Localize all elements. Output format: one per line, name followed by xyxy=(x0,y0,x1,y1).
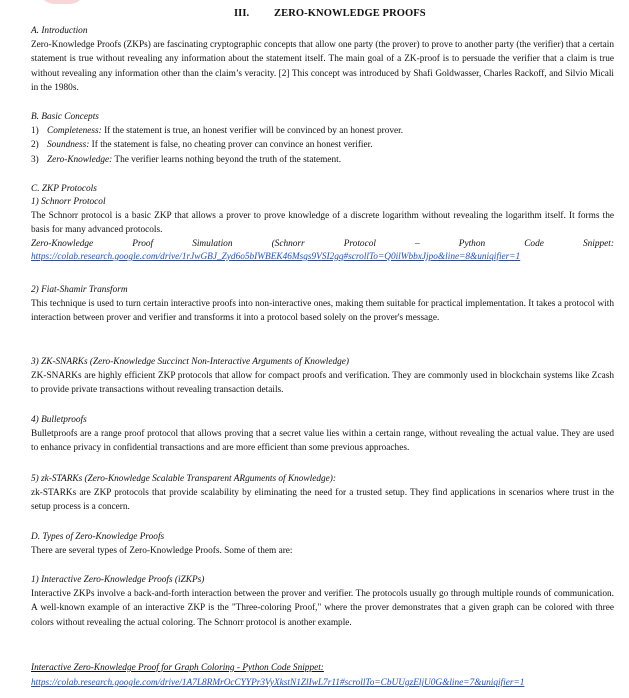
caption-word: – xyxy=(415,238,420,249)
bullet-paragraph: Bulletproofs are a range proof protocol that allows proving that a secret value lies within a certain range, without revealing the actual value. They are used to enhance privacy in confidential transactions and are more efficient than some previous approaches. xyxy=(31,429,614,454)
starks-section xyxy=(31,473,614,515)
list-term: Completeness: xyxy=(47,126,102,136)
list-number: 2) xyxy=(31,140,39,151)
snarks-paragraph: ZK-SNARKs are highly efficient ZKP protocols that allow for compact proofs and verification. They are commonly used in blockchain systems like Zcash to provide private transactions without revealing transaction details. xyxy=(31,371,614,396)
fiat-heading: 2) Fiat-Shamir Transform xyxy=(31,285,128,295)
caption-word: Proof xyxy=(132,238,154,249)
schnorr-snippet-caption xyxy=(31,238,614,251)
schnorr-colab-link[interactable]: https://colab.research.google.com/drive/1rJwGBJ_Zyd6o5bIWBEK46Msgs9VSI2gq#scrollTo=Q0ilWbbxJjpo&line=8&uniqifier=1 xyxy=(31,251,521,262)
basic-concepts-section xyxy=(31,111,614,167)
types-paragraph: There are several types of Zero-Knowledge Proofs. Some of them are: xyxy=(31,546,293,556)
basic-heading: B. Basic Concepts xyxy=(31,112,99,122)
interactive-paragraph: Interactive ZKPs involve a back-and-forth interaction between the prover and verifier. The protocols usually go through multiple rounds of communication. A well-known example of an interactive ZKP is the "Three-coloring Proof," where the prover demonstrates that a given graph can be colored with three colors without revealing the actual coloring. The Schnorr protocol is another example. xyxy=(31,589,614,628)
caption-word: Snippet: xyxy=(582,238,614,249)
protocols-heading: C. ZKP Protocols xyxy=(31,184,97,194)
section-numeral: III. xyxy=(234,8,250,19)
list-text: The verifier learns nothing beyond the truth of the statement. xyxy=(112,154,342,165)
list-item-soundness xyxy=(31,138,614,152)
graph-coloring-snippet-title: Interactive Zero-Knowledge Proof for Graph Coloring - Python Code Snippet: xyxy=(31,663,324,673)
snarks-section xyxy=(31,356,614,398)
caption-word: Zero-Knowledge xyxy=(31,238,94,249)
protocols-section xyxy=(31,183,614,264)
starks-paragraph: zk-STARKs are ZKP protocols that provide scalability by eliminating the need for a trusted setup. They find applications in scenarios where trust in the setup process is a concern. xyxy=(31,488,614,513)
list-number: 1) xyxy=(31,126,39,136)
list-number: 3) xyxy=(31,154,39,165)
intro-heading: A. Introduction xyxy=(31,26,88,36)
caption-word: Python xyxy=(458,238,486,249)
list-item-zero-knowledge xyxy=(31,153,614,167)
intro-paragraph: Zero-Knowledge Proofs (ZKPs) are fascinating cryptographic concepts that allow one party (the prover) to prove to another party (the verifier) that a certain statement is true without revealing any information about the statement itself. The main goal of a ZK-proof is to persuade the verifier that a claim is true without revealing any information other than the claim’s veracity. [2] This concept was introduced by Shafi Goldwasser, Charles Rackoff, and Silvio Micali in the 1980s. xyxy=(31,40,614,94)
caption-word: (Schnorr xyxy=(271,238,305,249)
fiat-shamir-section xyxy=(31,284,614,326)
intro-section xyxy=(31,25,614,96)
schnorr-heading: 1) Schnorr Protocol xyxy=(31,197,106,207)
list-term: Soundness: xyxy=(47,140,90,151)
caption-word: Code xyxy=(524,238,544,249)
bulletproofs-section xyxy=(31,414,614,456)
starks-heading: 5) zk-STARKs (Zero-Knowledge Scalable Transparent ARguments of Knowledge): xyxy=(31,474,336,484)
bullet-heading: 4) Bulletproofs xyxy=(31,415,87,425)
caption-word: Protocol xyxy=(343,238,376,249)
schnorr-paragraph: The Schnorr protocol is a basic ZKP that allows a prover to prove knowledge of a discrete logarithm without revealing the logarithm itself. It forms the basis for many advanced protocols. xyxy=(31,211,614,236)
list-text: If the statement is true, an honest verifier will be convinced by an honest prover. xyxy=(101,126,404,136)
types-section xyxy=(31,531,614,558)
interactive-section xyxy=(31,574,614,630)
list-text: If the statement is false, no cheating prover can convince an honest verifier. xyxy=(89,140,373,151)
graph-coloring-snippet xyxy=(31,662,614,690)
list-item-completeness xyxy=(31,124,614,138)
section-title-text: ZERO-KNOWLEDGE PROOFS xyxy=(274,8,426,19)
caption-word: Simulation xyxy=(192,238,233,249)
list-term: Zero-Knowledge: xyxy=(47,154,113,165)
interactive-heading: 1) Interactive Zero-Knowledge Proofs (iZKPs) xyxy=(31,575,205,585)
graph-coloring-colab-link[interactable]: https://colab.research.google.com/drive/1A7L8RMrOcCYYPr3VyXkstN1ZlIwL7r11#scrollTo=CbUUgzEljU0G&line=7&uniqifier=1 xyxy=(31,678,525,688)
fiat-paragraph: This technique is used to turn certain interactive proofs into non-interactive ones, making them suitable for practical implementation. It takes a protocol with interaction between prover and verifier and transforms it into a protocol based solely on the prover's message. xyxy=(31,299,614,324)
snarks-heading: 3) ZK-SNARKs (Zero-Knowledge Succinct Non-Interactive Arguments of Knowledge) xyxy=(31,357,350,367)
decorative-corner-mark xyxy=(40,0,84,4)
types-heading: D. Types of Zero-Knowledge Proofs xyxy=(31,532,165,542)
